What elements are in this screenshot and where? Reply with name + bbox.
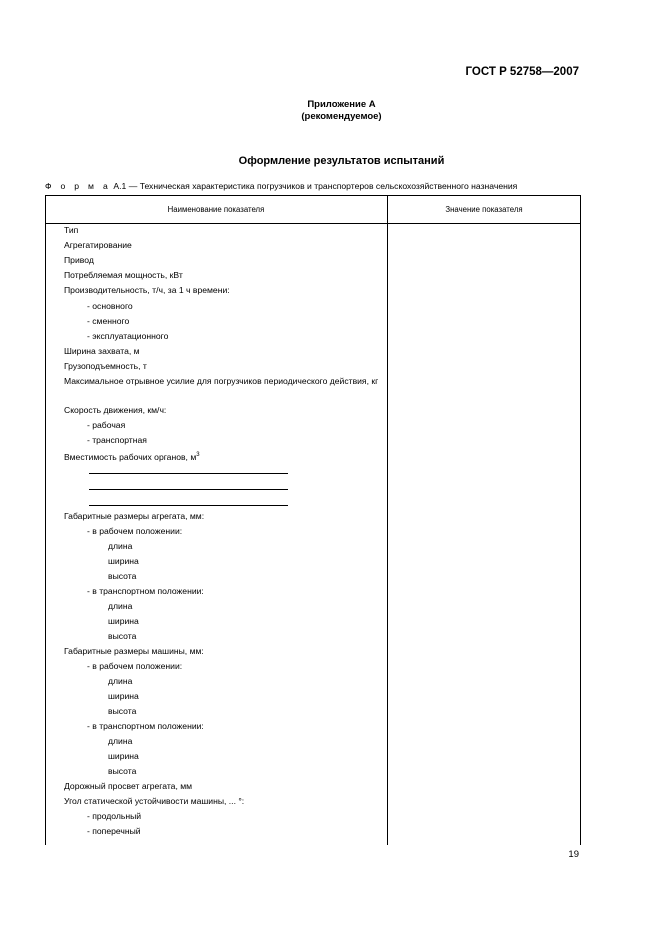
- table-row: ширина: [108, 616, 139, 626]
- table-border-left: [45, 195, 46, 845]
- table-row: Угол статической устойчивости машины, ... °:: [64, 796, 245, 806]
- table-row: - продольный: [87, 811, 142, 821]
- table-row: высота: [108, 571, 137, 581]
- table-row: - рабочая: [87, 420, 126, 430]
- document-title-wrap: [0, 155, 661, 167]
- form-caption-text: А.1 — Техническая характеристика погрузчиков и транспортеров сельскохозяйственного назначения: [113, 181, 518, 191]
- table-row: - поперечный: [87, 826, 141, 836]
- characteristics-table: [45, 195, 581, 845]
- table-row: Скорость движения, км/ч:: [64, 405, 167, 415]
- table-row: Грузоподъемность, т: [64, 361, 147, 371]
- form-caption-prefix: Ф о р м а: [45, 181, 112, 191]
- table-row: Тип: [64, 225, 79, 235]
- document-code: ГОСТ Р 52758—2007: [465, 66, 579, 78]
- table-row: - сменного: [87, 316, 130, 326]
- table-row: Габаритные размеры машины, мм:: [64, 646, 204, 656]
- document-title: Оформление результатов испытаний: [238, 155, 445, 167]
- table-row: Привод: [64, 255, 94, 265]
- column-header-value: Значение показателя: [445, 204, 523, 214]
- table-row: длина: [108, 601, 133, 611]
- annex-type: (рекомендуемое): [301, 111, 382, 122]
- table-row: ширина: [108, 556, 139, 566]
- table-row: Потребляемая мощность, кВт: [64, 270, 183, 280]
- table-row: ширина: [108, 751, 139, 761]
- table-row: Производительность, т/ч, за 1 ч времени:: [64, 285, 230, 295]
- table-row-volume: [64, 450, 404, 463]
- table-row: высота: [108, 631, 137, 641]
- table-row: - в рабочем положении:: [87, 661, 183, 671]
- table-row: - транспортная: [87, 435, 147, 445]
- table-header-divider: [45, 223, 581, 224]
- column-header-name: Наименование показателя: [167, 204, 265, 214]
- annex-heading: [0, 99, 661, 123]
- blank-line: [89, 489, 288, 490]
- table-row: - эксплуатационного: [87, 331, 169, 341]
- table-row: высота: [108, 706, 137, 716]
- blank-line: [89, 505, 288, 506]
- table-row: - в транспортном положении:: [87, 721, 204, 731]
- table-row: Дорожный просвет агрегата, мм: [64, 781, 193, 791]
- table-row: Максимальное отрывное усилие для погрузчиков периодического действия, кг: [64, 376, 379, 386]
- table-row: Агрегатирование: [64, 240, 132, 250]
- table-row: длина: [108, 736, 133, 746]
- table-row: - в рабочем положении:: [87, 526, 183, 536]
- table-row: - основного: [87, 301, 133, 311]
- form-caption: [45, 181, 517, 191]
- annex-title: Приложение А: [307, 99, 376, 110]
- table-row: Габаритные размеры агрегата, мм:: [64, 511, 205, 521]
- table-row: длина: [108, 541, 133, 551]
- blank-line: [89, 473, 288, 474]
- volume-label: Вместимость рабочих органов, м: [64, 451, 197, 462]
- table-row: - в транспортном положении:: [87, 586, 204, 596]
- table-row: ширина: [108, 691, 139, 701]
- page-number: 19: [568, 849, 579, 860]
- table-row: длина: [108, 676, 133, 686]
- superscript-three: 3: [196, 452, 200, 458]
- table-border-right: [580, 195, 581, 845]
- table-row: Ширина захвата, м: [64, 346, 140, 356]
- table-row: высота: [108, 766, 137, 776]
